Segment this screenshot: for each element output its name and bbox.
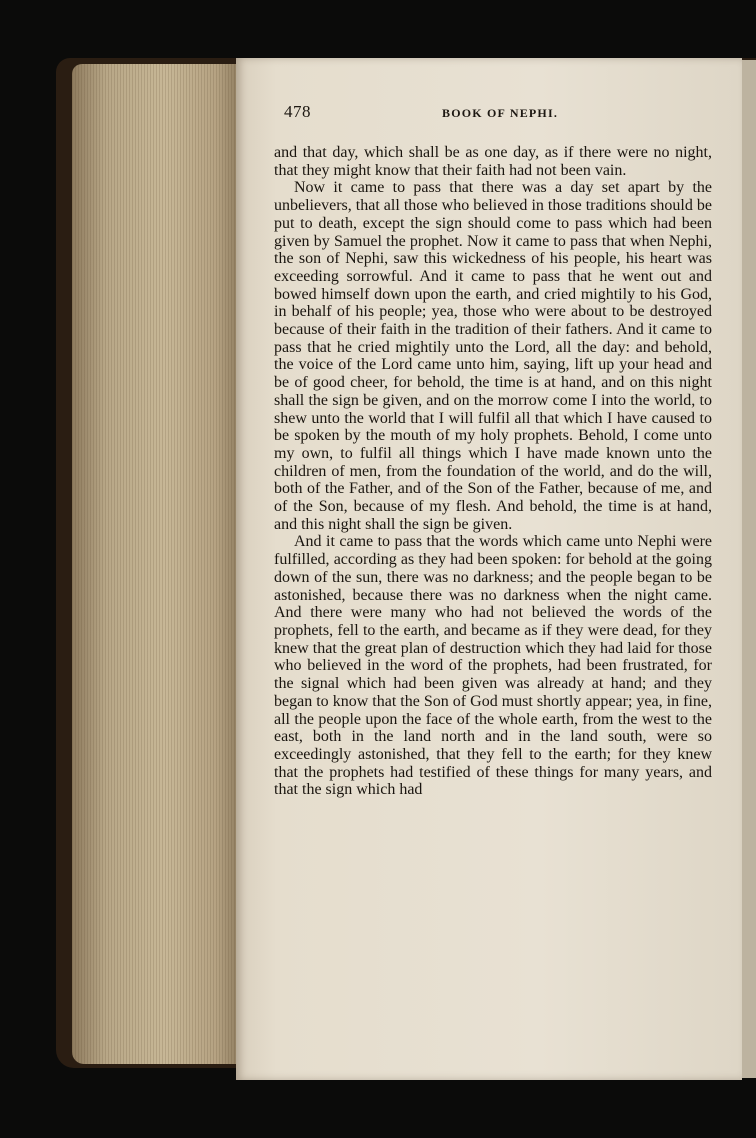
facing-page-edge — [742, 60, 756, 1078]
book-page — [236, 58, 742, 1080]
body-text — [274, 144, 712, 799]
running-head: BOOK OF NEPHI. — [442, 106, 559, 120]
page-edges — [72, 64, 242, 1064]
paragraph-2: Now it came to pass that there was a day set apart by the unbelievers, that all those who believed in those traditions should be put to death, except the sign should come to pass which had been given by Samuel the prophet. Now it came to pass that when Nephi, the son of Nephi, saw this wickedness of his people, his heart was exceeding sorrowful. And it came to pass that he went out and bowed himself down upon the earth, and cried mightily to his God, in behalf of his people; yea, those who were about to be destroyed because of their faith in the tradition of their fathers. And it came to pass that he cried mightily unto the Lord, all the day: and behold, the voice of the Lord came unto him, saying, lift up your head and be of good cheer, for behold, the time is at hand, and on this night shall the sign be given, and on the morrow come I into the world, to shew unto the world that I will fulfil all that which I have caused to be spoken by the mouth of my holy prophets. Behold, I come unto my own, to fulfil all things which I have made known unto the children of men, from the foundation of the world, and do the will, both of the Father, and of the Son of the Father, because of me, and of the Son, because of my flesh. And behold, the time is at hand, and this night shall the sign be given. — [274, 179, 712, 533]
page-header — [284, 102, 724, 126]
paragraph-3: And it came to pass that the words which came unto Nephi were fulfilled, according as they had been spoken: for behold at the going down of the sun, there was no darkness; and the people began to be astonished, because there was no darkness when the night came. And there were many who had not believed the words of the prophets, fell to the earth, and became as if they were dead, for they knew that the great plan of destruction which they had laid for those who believed in the word of the prophets, had been frustrated, for the signal which had been given was already at hand; and they began to know that the Son of God must shortly appear; yea, in fine, all the people upon the face of the whole earth, from the west to the east, both in the land north and in the land south, were so exceedingly astonished, that they fell to the earth; for they knew that the prophets had testified of these things for many years, and that the sign which had — [274, 533, 712, 799]
page-number: 478 — [284, 102, 311, 121]
paragraph-1: and that day, which shall be as one day, as if there were no night, that they might know that their faith had not been vain. — [274, 144, 712, 179]
